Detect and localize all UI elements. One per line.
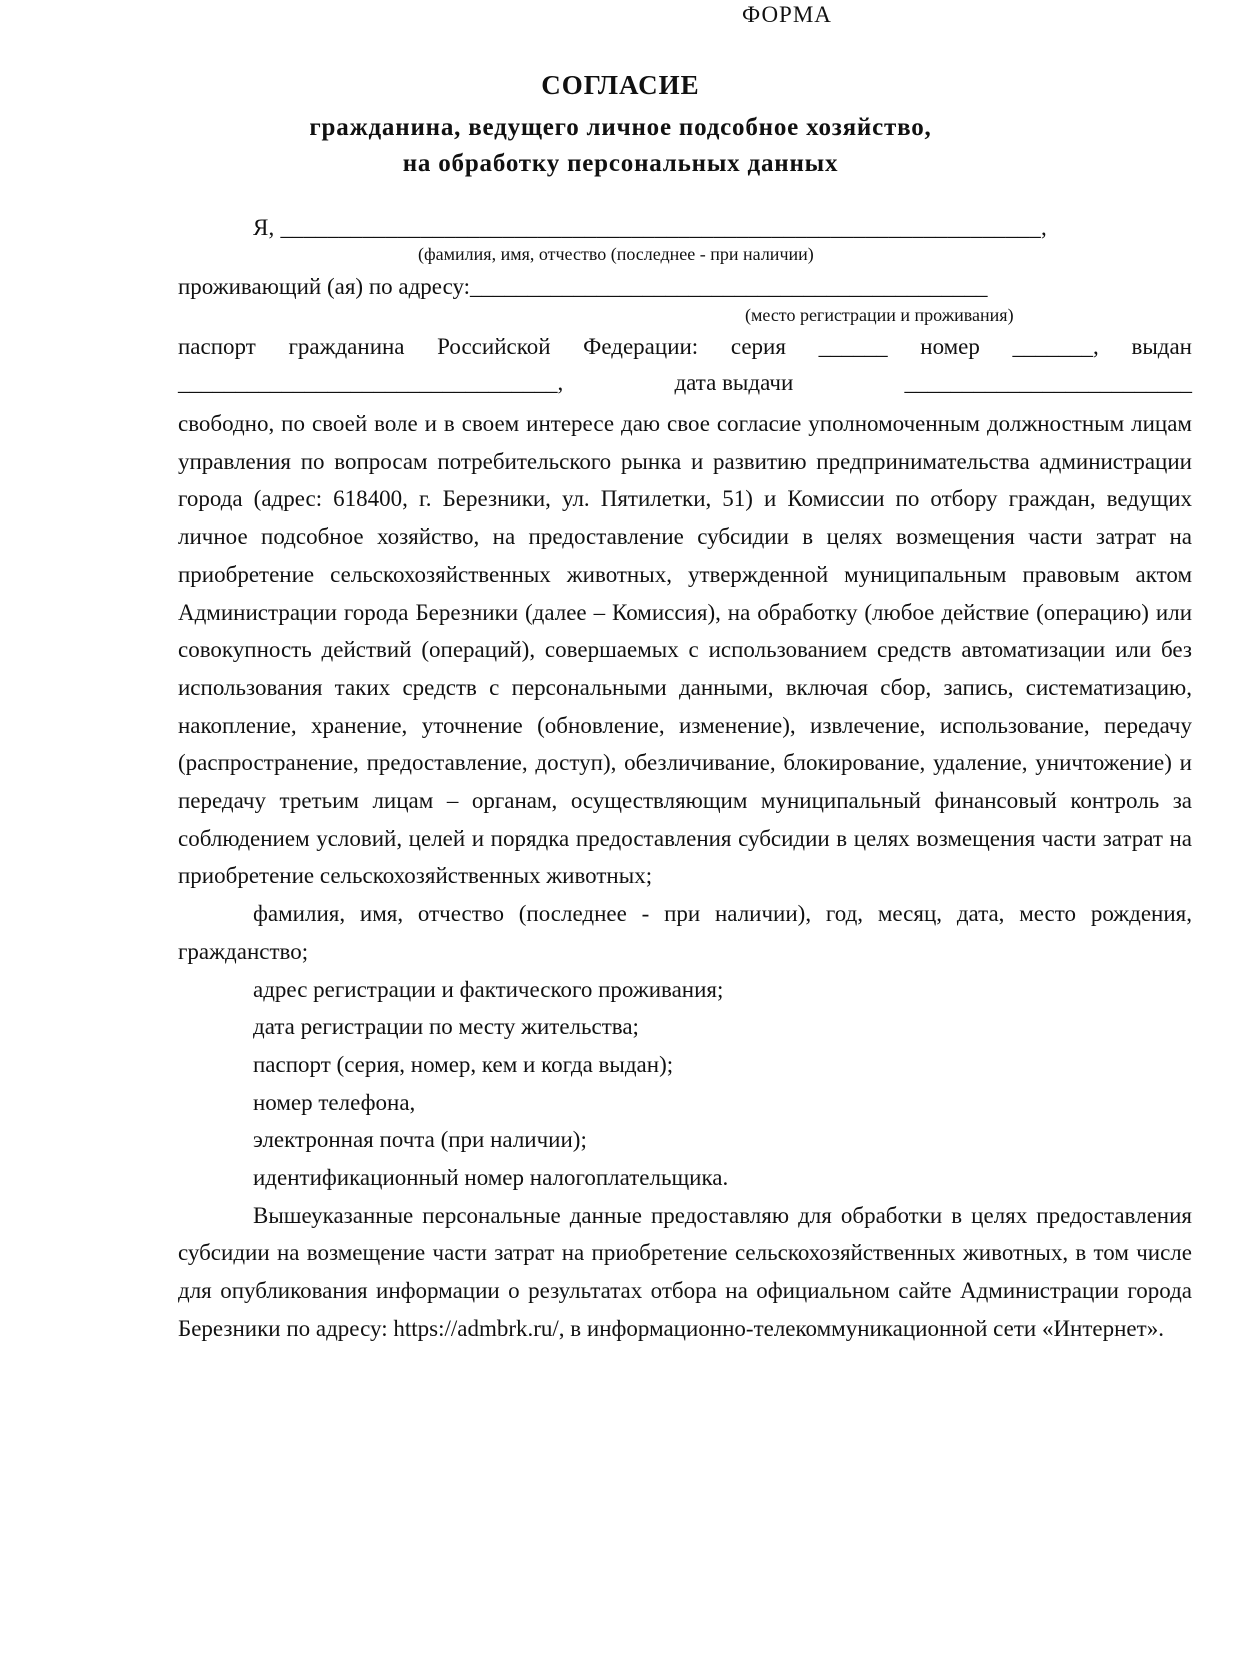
issue-date-field[interactable]: _________________________ bbox=[904, 370, 1192, 395]
document-subtitle-line-2: на обработку персональных данных bbox=[402, 150, 839, 177]
passport-issued-by-field[interactable]: _________________________________, bbox=[178, 370, 564, 395]
list-item: дата регистрации по месту жительства; bbox=[253, 1014, 639, 1040]
list-item: электронная почта (при наличии); bbox=[253, 1127, 587, 1153]
document-title: СОГЛАСИЕ bbox=[541, 70, 700, 100]
list-item: паспорт (серия, номер, кем и когда выдан); bbox=[253, 1051, 674, 1077]
list-item: идентификационный номер налогоплательщика. bbox=[253, 1165, 729, 1191]
passport-issued-row bbox=[178, 368, 1192, 398]
consent-body bbox=[178, 405, 1192, 1348]
consent-main-paragraph: свободно, по своей воле и в своем интересе даю свое согласие уполномоченным должностным лицам управления по вопросам потребительского рынка и развитию предпринимательства администрации города (адрес: 618400, г. Березники, ул. Пятилетки, 51) и Комиссии по отбору граждан, ведущих личное подсобное хозяйство, на предоставление субсидии в целях возмещения части затрат на приобретение сельскохозяйственных животных, утвержденной муниципальным правовым актом Администрации города Березники (далее – Комиссия), на обработку (любое действие (операцию) или совокупность действий (операций), совершаемых с использованием средств автоматизации или без использования таких средств с персональными данными, включая сбор, запись, систематизацию, накопление, хранение, уточнение (обновление, изменение), извлечение, использование, передачу (распространение, предоставление, доступ), обезличивание, блокирование, удаление, уничтожение) и передачу третьим лицам – органам, осуществляющим муниципальный финансовый контроль за соблюдением условий, целей и порядка предоставления субсидии в целях возмещения части затрат на приобретение сельскохозяйственных животных; bbox=[178, 411, 1192, 889]
full-name-field[interactable]: Я, _________________________________________________________________, bbox=[253, 215, 1047, 240]
list-item: номер телефона, bbox=[253, 1089, 416, 1115]
full-name-hint: (фамилия, имя, отчество (последнее - при наличии) bbox=[418, 244, 814, 264]
form-label: ФОРМА bbox=[742, 2, 832, 27]
address-field[interactable]: проживающий (ая) по адресу:_____________________________________________ bbox=[178, 274, 988, 299]
passport-series-number-field[interactable]: паспорт гражданина Российской Федерации: серия ______ номер _______, выдан bbox=[178, 334, 1192, 359]
list-item: адрес регистрации и фактического проживания; bbox=[253, 976, 724, 1002]
issue-date-label: дата выдачи bbox=[674, 370, 794, 395]
document-subtitle-line-1: гражданина, ведущего личное подсобное хозяйство, bbox=[309, 114, 932, 141]
final-paragraph: Вышеуказанные персональные данные предоставляю для обработки в целях предоставления субсидии на возмещение части затрат на приобретение сельскохозяйственных животных, в том числе для опубликования информации о результатах отбора на официальном сайте Администрации города Березники по адресу: https://admbrk.ru/, в информационно-телекоммуникационной сети «Интернет». bbox=[178, 1202, 1192, 1341]
address-hint: (место регистрации и проживания) bbox=[745, 305, 1014, 325]
personal-data-paragraph: фамилия, имя, отчество (последнее - при наличии), год, месяц, дата, место рождения, гражданство; bbox=[178, 901, 1192, 964]
